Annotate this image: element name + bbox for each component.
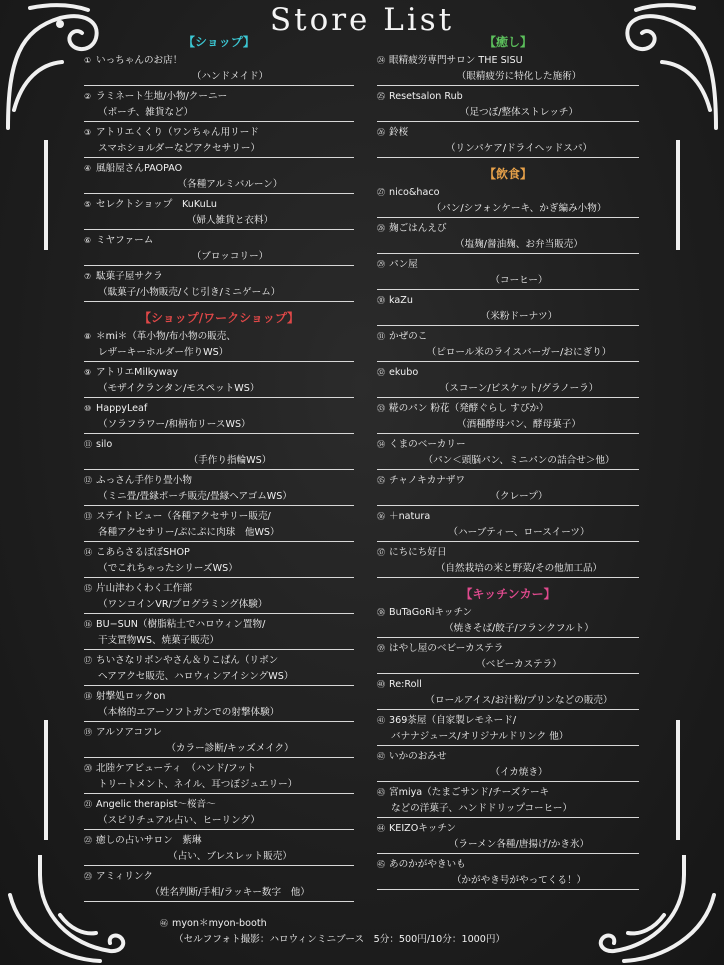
item-name: 駄菓子屋サクラ: [96, 271, 163, 282]
item-detail: レザーキーホルダー作りWS）: [98, 346, 229, 358]
item-number: ㉜: [377, 368, 385, 377]
item-detail: （眼精疲労に特化した施術）: [456, 70, 582, 82]
item-detail: （ピロール米のライスバーガー/おにぎり）: [426, 346, 612, 358]
item-detail: （手作り指輪WS）: [188, 454, 272, 466]
item-detail: 各種アクセサリー/ぷにぷに肉球 他WS）: [98, 526, 280, 538]
item-name: kaZu: [389, 295, 413, 306]
item-detail: （ソラフラワー/和柄布リースWS）: [98, 418, 251, 430]
item-detail: （本格的エアーソフトガンでの射撃体験）: [98, 706, 280, 718]
item-name: ekubo: [389, 367, 419, 378]
item-number: ⑨: [84, 368, 92, 377]
list-item: [377, 820, 639, 854]
item-number: ⑤: [84, 200, 92, 209]
item-detail: （ワンコインVR/プログラミング体験）: [98, 598, 268, 610]
list-item: [377, 748, 639, 782]
list-item: [377, 292, 639, 326]
item-name: nico&haco: [389, 187, 440, 198]
list-item: [377, 604, 639, 638]
list-item: [377, 508, 639, 542]
list-item: [84, 328, 354, 362]
item-number: ㊸: [377, 788, 385, 797]
item-name: Angelic therapist〜桜音〜: [96, 799, 216, 810]
item-number: ⑭: [84, 548, 92, 557]
item-detail: （足つぼ/整体ストレッチ）: [459, 106, 579, 118]
item-number: ㊺: [377, 860, 385, 869]
ornament-dot: [56, 20, 64, 28]
page-title: Store List: [269, 2, 455, 38]
item-name: いっちゃんのお店！: [96, 55, 183, 66]
item-number: ⑮: [84, 584, 92, 593]
item-detail: トリートメント、ネイル、耳つぼジュエリー）: [98, 778, 298, 790]
item-name: ミヤファーム: [96, 235, 154, 246]
list-item: [84, 544, 354, 578]
list-item: [377, 124, 639, 158]
item-number: ⑥: [84, 236, 92, 245]
item-detail: （かがやき号がやってくる！）: [451, 874, 587, 886]
item-number: ㉟: [377, 476, 385, 485]
item-number: ④: [84, 164, 92, 173]
item-detail: （ラーメン各種/唐揚げ/かき氷）: [448, 838, 590, 850]
list-item: [84, 52, 354, 86]
item-number: ㉖: [377, 128, 385, 137]
item-name: 369茶屋（自家製レモネード/: [389, 715, 517, 726]
item-detail: （酒種酵母パン、酵母菓子）: [457, 418, 581, 430]
item-number: ㉑: [84, 800, 92, 809]
corner-ornament-top-left: [0, 0, 110, 130]
item-detail: スマホショルダーなどアクセサリー）: [98, 142, 261, 154]
item-name: アトリエくくり（ワンちゃん用リード: [96, 127, 259, 138]
item-number: ㉛: [377, 332, 385, 341]
item-detail: （焼きそば/餃子/フランクフルト）: [444, 622, 594, 634]
item-detail: （各種アルミバルーン）: [177, 178, 283, 190]
list-item: [84, 616, 354, 650]
item-number: ⑪: [84, 440, 92, 449]
item-name: 射撃処ロックon: [96, 691, 166, 702]
list-item: [84, 508, 354, 542]
list-item: [84, 724, 354, 758]
list-item: [377, 364, 639, 398]
item-name: KEIZOキッチン: [389, 823, 457, 834]
item-detail: （モザイクランタン/モスペットWS）: [98, 382, 260, 394]
item-number: ㉕: [377, 92, 385, 101]
item-number: ㊲: [377, 548, 385, 557]
list-item: [84, 268, 354, 302]
item-number: ⑬: [84, 512, 92, 521]
right-column: [377, 32, 639, 892]
section-heading: 【ショップ】: [183, 35, 255, 49]
item-number: ⑲: [84, 728, 92, 737]
corner-ornament-bottom-left: [0, 855, 130, 965]
item-name: ステイトビュー（各種アクセサリー販売/: [96, 511, 271, 522]
item-number: ⑫: [84, 476, 92, 485]
list-item: [377, 436, 639, 470]
right-border-line-top: [676, 140, 680, 250]
item-name: こあらさるぼぼSHOP: [96, 547, 190, 558]
list-item: [377, 256, 639, 290]
item-number: ㉗: [377, 188, 385, 197]
item-number: ①: [84, 56, 92, 65]
item-number: ⑱: [84, 692, 92, 701]
item-detail: バナナジュース/オリジナルドリンク 他）: [391, 730, 569, 742]
section-heading: 【キッチンカー】: [460, 587, 556, 601]
item-number: ㉔: [377, 56, 385, 65]
item-name: 麹ごはんえび: [389, 223, 447, 234]
item-detail: （リンパケア/ドライヘッドスパ）: [445, 142, 593, 154]
item-number: ㊴: [377, 644, 385, 653]
item-detail: （コーヒー）: [490, 274, 548, 286]
list-item: [84, 688, 354, 722]
item-name: 片山津わくわく工作部: [96, 583, 192, 594]
item-name: 宮miya（たまごサンド/チーズケーキ: [389, 787, 550, 798]
item-detail: （婦人雑貨と衣料）: [186, 214, 274, 226]
list-item: [377, 220, 639, 254]
item-number: ⑦: [84, 272, 92, 281]
item-detail: （パン＜頭脳パン、ミニパンの詰合せ＞他）: [423, 454, 615, 466]
list-item-bottom: [160, 916, 570, 947]
item-detail: （セルフフォト撮影：ハロウィンミニブース 5分：500円/10分：1000円）: [174, 933, 506, 945]
item-name: ＋natura: [389, 511, 431, 522]
item-number: ⑰: [84, 656, 92, 665]
list-item: [84, 652, 354, 686]
item-name: silo: [96, 439, 113, 450]
item-name: アミィリンク: [96, 871, 153, 882]
item-detail: などの洋菓子、ハンドドリップコーヒー）: [391, 802, 573, 814]
list-item: [84, 580, 354, 614]
section-heading: 【ショップ/ワークショップ】: [138, 311, 300, 325]
item-number: ㊵: [377, 680, 385, 689]
item-detail: （ポーチ、雑貨など）: [98, 106, 194, 118]
right-border-line-bottom: [676, 720, 680, 840]
list-item: [377, 184, 639, 218]
list-item: [84, 124, 354, 158]
item-name: ちいさなリボンやさん＆りこぱん（リボン: [96, 655, 279, 666]
left-border-line-top: [44, 140, 48, 250]
item-detail: （ベビーカステラ）: [476, 658, 562, 670]
list-item: [377, 676, 639, 710]
item-name: にちにち好日: [389, 547, 447, 558]
item-name: 糀のパン 粉花（発酵ぐらし すぴか）: [389, 403, 549, 414]
item-name: Resetsalon Rub: [389, 91, 463, 102]
item-name: 北陸ケアビューティ （ハンド/フット: [96, 763, 257, 774]
item-name: はやし屋のベビーカステラ: [389, 643, 504, 654]
item-name: かぜのこ: [389, 331, 428, 342]
item-number: ②: [84, 92, 92, 101]
section-heading: 【癒し】: [483, 35, 532, 49]
item-name: アルソアコフレ: [96, 727, 162, 738]
list-item: [84, 436, 354, 470]
item-number: ㊳: [377, 608, 385, 617]
item-name: チャノキカナザワ: [389, 475, 466, 486]
list-item: [84, 364, 354, 398]
item-name: ラミネート生地/小物/クーニー: [96, 91, 228, 102]
item-detail: （でこれちゃったシリーズWS）: [98, 562, 238, 574]
item-number: ㊶: [377, 716, 385, 725]
list-item: [377, 472, 639, 506]
item-detail: （ハーブティー、ロースイーツ）: [448, 526, 590, 538]
list-item: [377, 88, 639, 122]
item-number: ⑧: [84, 332, 92, 341]
item-name: ふっさん手作り畳小物: [96, 475, 192, 486]
item-detail: （ミニ畳/畳縁ポーチ販売/畳縁ヘアゴムWS）: [98, 490, 292, 502]
list-item: [84, 160, 354, 194]
item-number: ⑯: [84, 620, 92, 629]
corner-ornament-bottom-right: [594, 855, 724, 965]
item-number: ㉞: [377, 440, 385, 449]
item-name: くまのベーカリー: [389, 439, 466, 450]
item-number: ㉝: [377, 404, 385, 413]
item-number: ㉓: [84, 872, 92, 881]
list-item: [84, 196, 354, 230]
item-name: セレクトショップ KuKuLu: [96, 199, 218, 210]
list-item: [377, 52, 639, 86]
item-number: ㊱: [377, 512, 385, 521]
list-item: [377, 784, 639, 818]
item-number: ③: [84, 128, 92, 137]
item-number: ⑳: [84, 764, 92, 773]
list-item: [377, 712, 639, 746]
list-item: [84, 796, 354, 830]
item-name: いかのおみせ: [389, 751, 447, 762]
item-detail: （カラー診断/キッズメイク）: [166, 742, 294, 754]
item-detail: （塩麹/醤油麹、お弁当販売）: [455, 238, 583, 250]
list-item: [377, 328, 639, 362]
item-detail: （姓名判断/手相/ラッキー数字 他）: [150, 886, 310, 898]
item-name: 癒しの占いサロン 紫琳: [96, 835, 202, 846]
item-name: 鈴桜: [389, 127, 409, 138]
item-detail: （スコーン/ビスケット/グラノーラ）: [439, 382, 599, 394]
item-detail: 干支置物WS、焼菓子販売）: [98, 634, 220, 646]
item-detail: （パン/シフォンケーキ、かぎ編み小物）: [431, 202, 607, 214]
item-name: 眼精疲労専門サロン THE SISU: [389, 55, 523, 66]
item-detail: （ロールアイス/お汁粉/プリンなどの販売）: [425, 694, 613, 706]
item-detail: （ブロッコリー）: [191, 250, 269, 262]
item-detail: （クレープ）: [490, 490, 548, 502]
item-number: ㉚: [377, 296, 385, 305]
item-number: ㉙: [377, 260, 385, 269]
list-item: [377, 640, 639, 674]
item-detail: （駄菓子/小物販売/くじ引き/ミニゲーム）: [98, 286, 281, 298]
item-name: ＊mi＊（革小物/布小物の販売、: [96, 331, 236, 342]
item-number: ⑩: [84, 404, 92, 413]
left-border-line-bottom: [44, 720, 48, 840]
item-number: ㊷: [377, 752, 385, 761]
item-detail: ヘアアクセ販売、ハロウィンアイシングWS）: [98, 670, 294, 682]
item-detail: （スピリチュアル占い、ヒーリング）: [98, 814, 260, 826]
item-name: BU−SUN（樹脂粘土でハロウィン置物/: [96, 619, 266, 630]
item-name: パン屋: [389, 259, 418, 270]
item-name: アトリエMilkyway: [96, 367, 179, 378]
item-name: Re:Roll: [389, 679, 422, 690]
item-detail: （自然栽培の米と野菜/その他加工品）: [435, 562, 603, 574]
item-detail: （占い、ブレスレット販売）: [168, 850, 292, 862]
left-column: [84, 32, 354, 904]
item-detail: （米粉ドーナツ）: [480, 310, 558, 322]
section-heading: 【飲食】: [483, 167, 532, 181]
item-detail: （ハンドメイド）: [191, 70, 269, 82]
list-item: [377, 544, 639, 578]
item-detail: （イカ焼き）: [490, 766, 548, 778]
item-number: ㉒: [84, 836, 92, 845]
list-item: [84, 400, 354, 434]
list-item: [84, 760, 354, 794]
item-number: ㊹: [377, 824, 385, 833]
item-number: ㉘: [377, 224, 385, 233]
list-item: [84, 232, 354, 266]
item-name: BuTaGoRiキッチン: [389, 607, 473, 618]
list-item: [377, 400, 639, 434]
list-item: [84, 472, 354, 506]
item-name: HappyLeaf: [96, 403, 148, 414]
item-name: myon＊myon-booth: [172, 918, 267, 929]
item-number: ㊻: [160, 919, 168, 928]
item-name: あのかがやきいも: [389, 859, 466, 870]
list-item: [84, 88, 354, 122]
corner-ornament-top-right: [614, 0, 724, 130]
item-name: 風船屋さんPAOPAO: [96, 163, 183, 174]
